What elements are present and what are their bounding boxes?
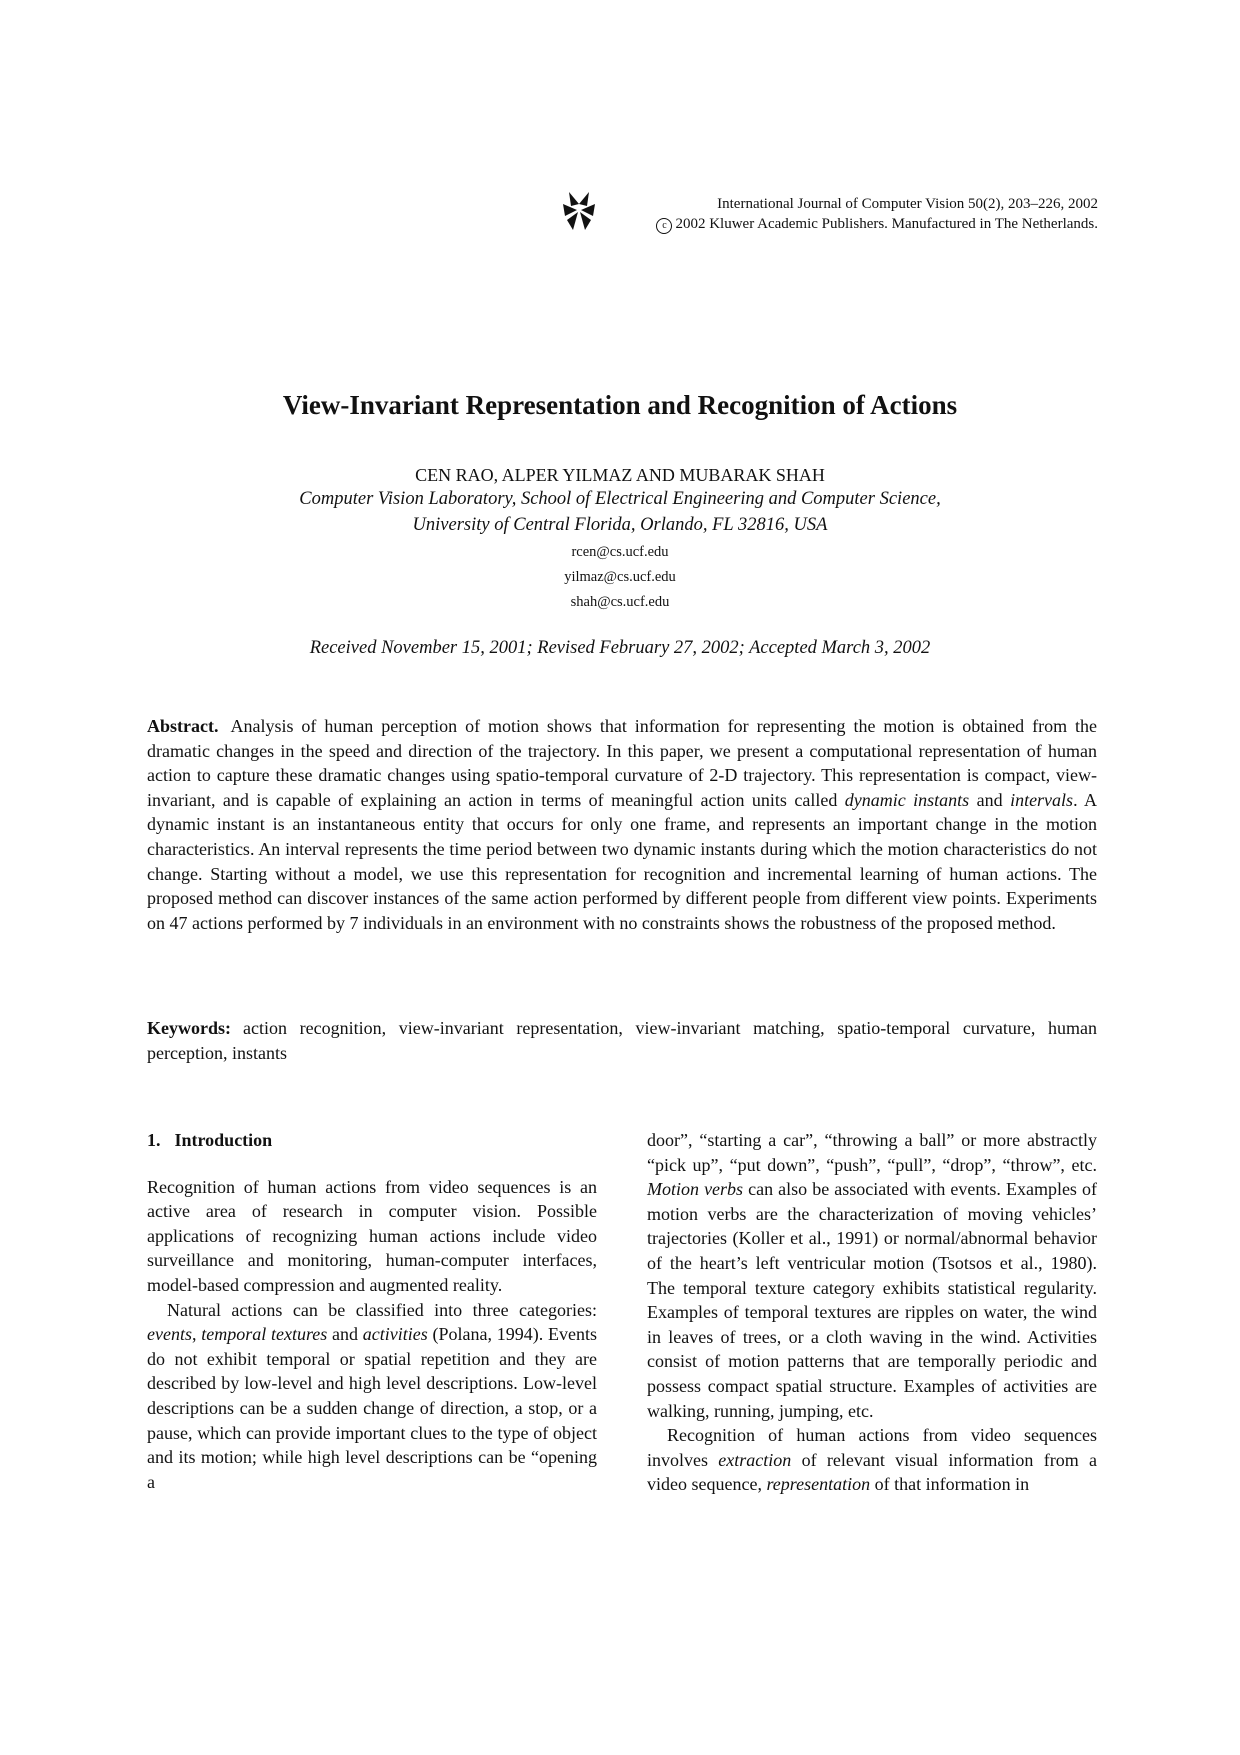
abstract-emph: dynamic instants [844, 789, 970, 810]
journal-line: International Journal of Computer Vision 50(2), 203–226, 2002 [717, 196, 1098, 212]
paragraph-emph: events [147, 1324, 192, 1345]
abstract-label: Abstract. [147, 716, 219, 736]
copyright-symbol: c [656, 218, 672, 234]
section-heading [147, 1128, 597, 1153]
received-dates: Received November 15, 2001; Revised February 27, 2002; Accepted March 3, 2002 [309, 638, 931, 658]
abstract-text: and [969, 789, 1011, 810]
keywords [147, 1016, 1097, 1065]
paragraph-emph: activities [362, 1324, 428, 1345]
paragraph-text: door”, “starting a car”, “throwing a ball” or more abstractly “pick up”, “put down”, “push”, “pull”, “drop”, “throw”, etc. [647, 1130, 1097, 1175]
paragraph-text: of that information in [870, 1474, 1030, 1495]
abstract-text: . A dynamic instant is an instantaneous entity that occurs for only one frame, and represents an important change in the motion characteristics. An interval represents the time period between two dynamic instants during which the motion characteristics do not change. Starting without a model, we use this representation for recognition and incremental learning of human actions. The proposed method can discover instances of the same action performed by different people from different view points. Experiments on 47 actions performed by 7 individuals in an environment with no constraints shows the robustness of the proposed method. [147, 789, 1097, 933]
paper-title: View-Invariant Representation and Recognition of Actions [282, 390, 958, 420]
paragraph-text: Natural actions can be classified into three categories: [167, 1299, 597, 1320]
paragraph-emph: extraction [718, 1449, 792, 1470]
left-column [147, 1128, 597, 1494]
affiliation-line-2: University of Central Florida, Orlando, FL 32816, USA [412, 515, 828, 535]
copyright-text: 2002 Kluwer Academic Publishers. Manufactured in The Netherlands. [675, 216, 1098, 232]
paragraph-text: Recognition of human actions from video sequences involves [647, 1425, 1097, 1470]
abstract-emph: intervals [1010, 789, 1074, 810]
affiliation [0, 486, 1240, 538]
abstract [147, 714, 1097, 935]
paragraph [647, 1128, 1097, 1423]
paragraph-text: , [191, 1324, 202, 1345]
email-yilmaz: yilmaz@cs.ucf.edu [564, 569, 676, 585]
authors: CEN RAO, ALPER YILMAZ AND MUBARAK SHAH [415, 465, 825, 485]
email-rao: rcen@cs.ucf.edu [571, 544, 669, 560]
email-shah: shah@cs.ucf.edu [570, 594, 670, 610]
paragraph-emph: Motion verbs [647, 1179, 744, 1200]
paragraph-text: and [327, 1324, 363, 1345]
paragraph-text: of relevant visual information from a video sequence, [647, 1449, 1097, 1495]
kluwer-logo-icon [561, 190, 597, 234]
section-title: Introduction [174, 1130, 273, 1150]
paragraph [147, 1298, 597, 1495]
paragraph-text: can also be associated with events. Examples of motion verbs are the characterization of moving vehicles’ trajectories (Koller et al., 1991) or normal/abnormal behavior of the heart’s left ventricular motion (Tsotsos et al., 1980). The temporal texture category exhibits statistical regularity. Examples of temporal textures are ripples on water, the wind in leaves of trees, or a cloth waving in the wind. Activities consist of motion patterns that are temporally periodic and possess compact spatial structure. Examples of activities are walking, running, jumping, etc. [647, 1179, 1097, 1421]
paragraph-text: (Polana, 1994). Events do not exhibit temporal or spatial repetition and they are described by low-level and high level descriptions. Low-level descriptions can be a sudden change of direction, a stop, or a pause, which can provide important clues to the type of object and its motion; while high level descriptions can be “opening a [147, 1324, 597, 1492]
paragraph-emph: representation [766, 1474, 871, 1495]
copyright-line [656, 214, 1098, 234]
affiliation-line-1: Computer Vision Laboratory, School of Electrical Engineering and Computer Science, [299, 489, 941, 509]
keywords-label: Keywords: [147, 1018, 231, 1038]
journal-header [656, 194, 1098, 234]
paragraph-emph: temporal textures [201, 1324, 328, 1345]
paragraph [647, 1423, 1097, 1497]
author-emails [0, 540, 1240, 615]
right-column [647, 1128, 1097, 1497]
section-number: 1. [147, 1130, 161, 1150]
abstract-text: Analysis of human perception of motion shows that information for representing the motion is obtained from the dramatic changes in the speed and direction of the trajectory. In this paper, we present a computational representation of human action to capture these dramatic changes using spatio-temporal curvature of 2-D trajectory. This representation is compact, view-invariant, and is capable of explaining an action in terms of meaningful action units called [147, 716, 1097, 810]
keywords-text: action recognition, view-invariant representation, view-invariant matching, spatio-temporal curvature, human perception, instants [147, 1018, 1097, 1063]
paragraph: Recognition of human actions from video sequences is an active area of research in computer vision. Possible applications of recognizing human actions include video surveillance and monitoring, human-computer interfaces, model-based compression and augmented reality. [147, 1176, 597, 1295]
